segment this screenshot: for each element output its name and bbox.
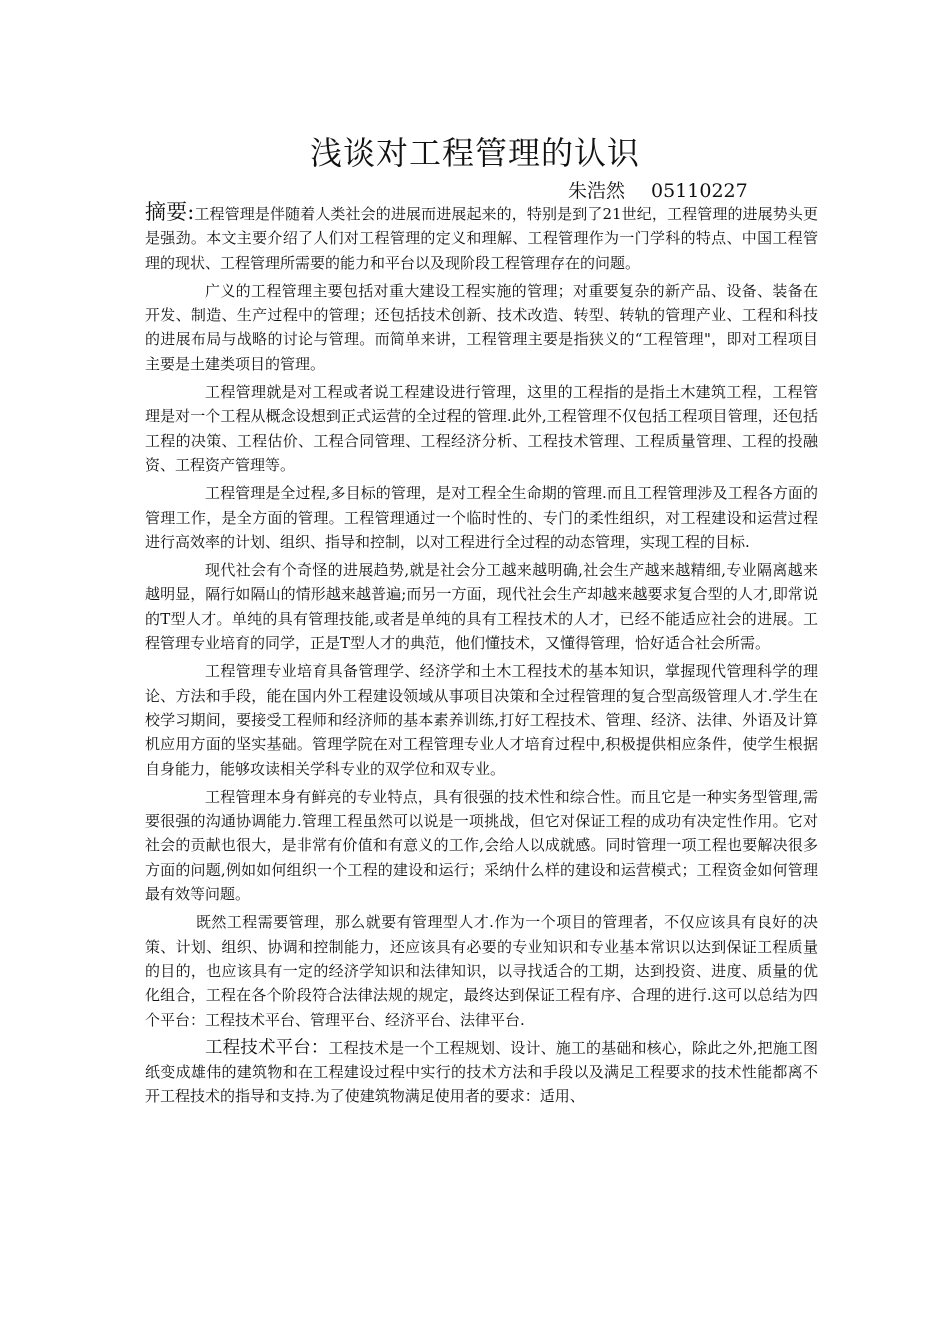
paragraph: 广义的工程管理主要包括对重大建设工程实施的管理；对重要复杂的新产品、设备、装备在开发、制造、生产过程中的管理；还包括技术创新、技术改造、转型、转轨的管理产业、工程和科技的进展布局与战略的讨论与管理。而简单来讲，工程管理主要是指狭义的“工程管理"，即对工程项目主要是土建类项目的管理。 [145,281,818,373]
paragraph: 既然工程需要管理，那么就要有管理型人才.作为一个项目的管理者，不仅应该具有良好的决策、计划、组织、协调和控制能力，还应该具有必要的专业知识和专业基本常识以达到保证工程质量的目的，也应该具有一定的经济学知识和法律知识，以寻找适合的工期，达到投资、进度、质量的优化组合，工程在各个阶段符合法律法规的规定，最终达到保证工程有序、合理的进行.这可以总结为四个平台：工程技术平台、管理平台、经济平台、法律平台. [145,913,818,1029]
document-title: 浅谈对工程管理的认识 [309,134,640,172]
paragraph: 工程管理专业培育具备管理学、经济学和土木工程技术的基本知识，掌握现代管理科学的理论、方法和手段，能在国内外工程建设领域从事项目决策和全过程管理的复合型高级管理人才.学生在校学习期间，要接受工程师和经济师的基本素养训练,打好工程技术、管理、经济、法律、外语及计算机应用方面的坚实基础。管理学院在对工程管理专业人才培育过程中,积极提供相应条件，使学生根据自身能力，能够攻读相关学科专业的双学位和双专业。 [145,662,818,778]
platform-text: 工程技术是一个工程规划、设计、施工的基础和核心，除此之外,把施工图纸变成雄伟的建筑物和在工程建设过程中实行的技术方法和手段以及满足工程要求的技术性能都离不开工程技术的指导和支持.为了使建筑物满足使用者的要求：适用、 [145,1038,818,1106]
platform-heading: 工程技术平台： [205,1037,329,1058]
paragraph: 工程管理本身有鲜亮的专业特点，具有很强的技术性和综合性。而且它是一种实务型管理,需要很强的沟通协调能力.管理工程虽然可以说是一项挑战，但它对保证工程的成功有决定性作用。它对社会的贡献也很大，是非常有价值和有意义的工作,会给人以成就感。同时管理一项工程也要解决很多方面的问题,例如如何组织一个工程的建设和运行；采纳什么样的建设和运营模式；工程资金如何管理最有效等问题。 [145,787,818,904]
abstract-label: 摘要: [145,200,195,224]
document-body [145,200,818,1109]
paragraph: 现代社会有个奇怪的进展趋势,就是社会分工越来越明确,社会生产越来越精细,专业隔离越来越明显，隔行如隔山的情形越来越普遍;而另一方面，现代社会生产却越来越要求复合型的人才,即常说的T型人才。单纯的具有管理技能,或者是单纯的具有工程技术的人才，已经不能适应社会的进展。工程管理专业培育的同学，正是T型人才的典范，他们懂技术，又懂得管理，恰好适合社会所需。 [145,561,818,653]
student-id: 05110227 [651,180,748,202]
author-name: 朱浩然 [568,180,626,202]
paragraph-platform [145,1036,818,1109]
abstract-text: 工程管理是伴随着人类社会的进展而进展起来的，特别是到了21世纪，工程管理的进展势头更是强劲。本文主要介绍了人们对工程管理的定义和理解、工程管理作为一门学科的特点、中国工程管理的现状、工程管理所需要的能力和平台以及现阶段工程管理存在的问题。 [145,205,819,272]
paragraph: 工程管理是全过程,多目标的管理，是对工程全生命期的管理.而且工程管理涉及工程各方面的管理工作，是全方面的管理。工程管理通过一个临时性的、专门的柔性组织，对工程建设和运营过程进行高效率的计划、组织、指导和控制，以对工程进行全过程的动态管理，实现工程的目标. [145,484,818,551]
abstract [145,200,818,275]
author-line [568,176,748,203]
paragraph: 工程管理就是对工程或者说工程建设进行管理，这里的工程指的是指土木建筑工程，工程管理是对一个工程从概念设想到正式运营的全过程的管理.此外,工程管理不仅包括工程项目管理，还包括工程的决策、工程估价、工程合同管理、工程经济分析、工程技术管理、工程质量管理、工程的投融资、工程资产管理等。 [145,383,818,474]
